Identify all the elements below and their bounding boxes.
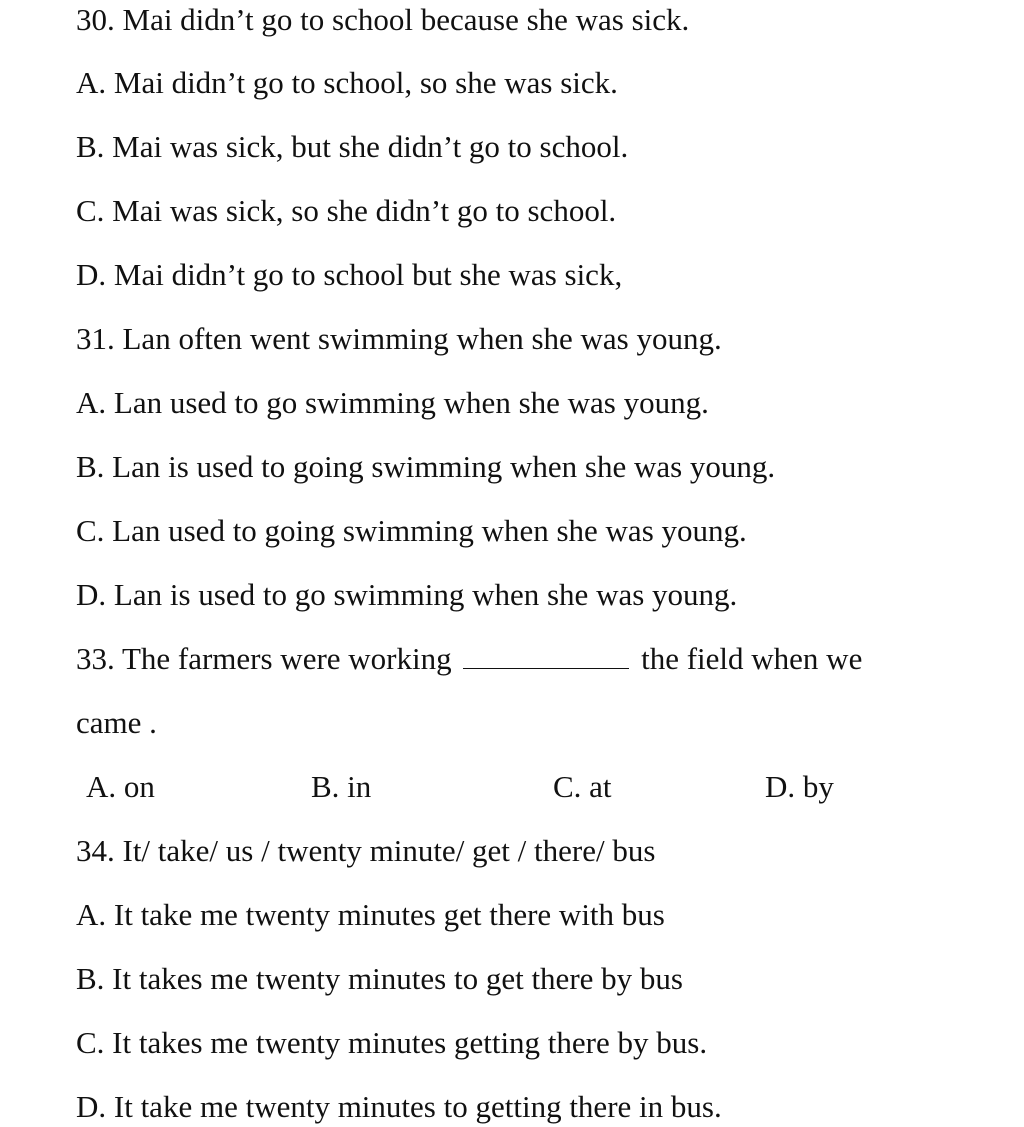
question-30-option-d: D. Mai didn’t go to school but she was sick, xyxy=(76,257,623,292)
question-33-stem-before: 33. The farmers were working xyxy=(76,641,452,676)
question-30-option-c: C. Mai was sick, so she didn’t go to school. xyxy=(76,193,617,228)
question-30-option-b: B. Mai was sick, but she didn’t go to school. xyxy=(76,129,629,164)
question-33-option-d: D. by xyxy=(765,769,834,804)
question-33-options xyxy=(0,767,1024,807)
question-31-option-a: A. Lan used to go swimming when she was young. xyxy=(76,385,709,420)
question-34-option-a: A. It take me twenty minutes get there with bus xyxy=(76,897,665,932)
question-30-stem: 30. Mai didn’t go to school because she was sick. xyxy=(76,2,690,37)
question-33-stem-continued: came . xyxy=(76,705,157,740)
question-33-option-b: B. in xyxy=(311,769,372,804)
question-33-option-c: C. at xyxy=(553,769,612,804)
question-31-option-d: D. Lan is used to go swimming when she was young. xyxy=(76,577,738,612)
question-34-stem: 34. It/ take/ us / twenty minute/ get / there/ bus xyxy=(76,833,656,868)
answer-blank xyxy=(463,667,629,669)
question-33-stem xyxy=(76,639,862,679)
question-30-option-a: A. Mai didn’t go to school, so she was sick. xyxy=(76,65,618,100)
question-31-option-b: B. Lan is used to going swimming when she was young. xyxy=(76,449,776,484)
question-34-option-c: C. It takes me twenty minutes getting there by bus. xyxy=(76,1025,708,1060)
question-34-option-d: D. It take me twenty minutes to getting there in bus. xyxy=(76,1089,722,1124)
question-33-option-a: A. on xyxy=(86,769,155,804)
question-31-option-c: C. Lan used to going swimming when she was young. xyxy=(76,513,747,548)
question-33-stem-after: the field when we xyxy=(641,641,863,676)
question-31-stem: 31. Lan often went swimming when she was young. xyxy=(76,321,722,356)
question-34-option-b: B. It takes me twenty minutes to get there by bus xyxy=(76,961,683,996)
